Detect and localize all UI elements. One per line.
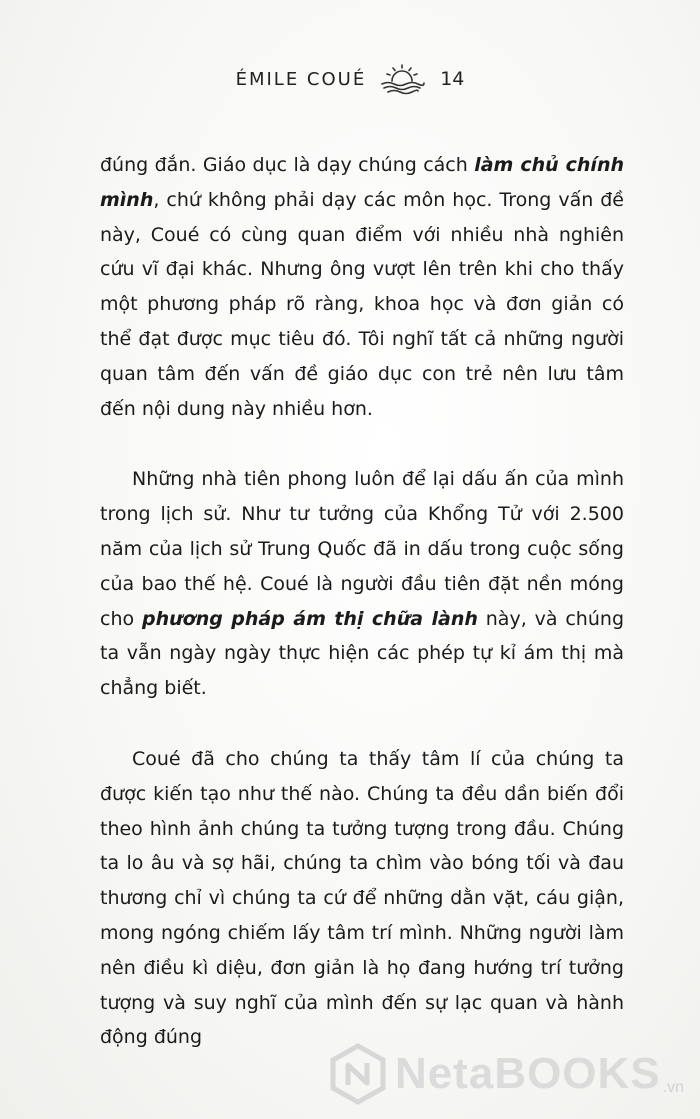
watermark — [329, 1043, 684, 1105]
emphasis-text: làm chủ chính mình — [100, 154, 624, 211]
text-run: , chứ không phải dạy các môn học. Trong vấn đề này, Coué có cùng quan điểm với nhiều nhà nghiên cứu vĩ đại khác. Nhưng ông vượt lên trên khi cho thấy một phương pháp rõ ràng, khoa học và đơn giản có thể đạt được mục tiêu đó. Tôi nghĩ tất cả những người quan tâm đến vấn đề giáo dục con trẻ nên lưu tâm đến nội dung này nhiều hơn. — [100, 188, 624, 420]
paragraph-1 — [100, 148, 624, 426]
page-number: 14 — [440, 68, 465, 90]
watermark-brand: NetaBOOKS — [394, 1049, 661, 1098]
text-run: này, và chúng ta vẫn ngày ngày thực hiện các phép tự kỉ ám thị mà chẳng biết. — [100, 607, 624, 700]
text-run: Coué đã cho chúng ta thấy tâm lí của chúng ta được kiến tạo như thế nào. Chúng ta đều dần biến đổi theo hình ảnh chúng ta tưởng tượng trong đầu. Chúng ta lo âu và sợ hãi, chúng ta chìm vào bóng tối và đau thương chỉ vì chúng ta cứ để những dằn vặt, cáu giận, mong ngóng chiếm lấy tâm trí mình. Những người làm nên điều kì diệu, đơn giản là họ đang hướng trí tưởng tượng và suy nghĩ của mình đến sự lạc quan và hành động đúng — [100, 747, 624, 1049]
paragraph-3 — [100, 742, 624, 1055]
text-run: đúng đắn. Giáo dục là dạy chúng cách — [100, 154, 475, 176]
author-name: ÉMILE COUÉ — [235, 68, 367, 90]
running-header — [0, 62, 700, 96]
netabooks-logo-icon — [329, 1043, 387, 1105]
text-run: Những nhà tiên phong luôn để lại dấu ấn của mình trong lịch sử. Như tư tưởng của Khổng Tử với 2.500 năm của lịch sử Trung Quốc đã in dấu trong cuộc sống của bao thế hệ. Coué là người đầu tiên đặt nền móng cho — [100, 468, 624, 630]
sunrise-over-water-icon — [378, 62, 426, 96]
body-text — [100, 148, 624, 1055]
watermark-tld: .vn — [662, 1079, 684, 1096]
paragraph-2 — [100, 462, 624, 706]
emphasis-text: phương pháp ám thị chữa lành — [142, 607, 478, 630]
